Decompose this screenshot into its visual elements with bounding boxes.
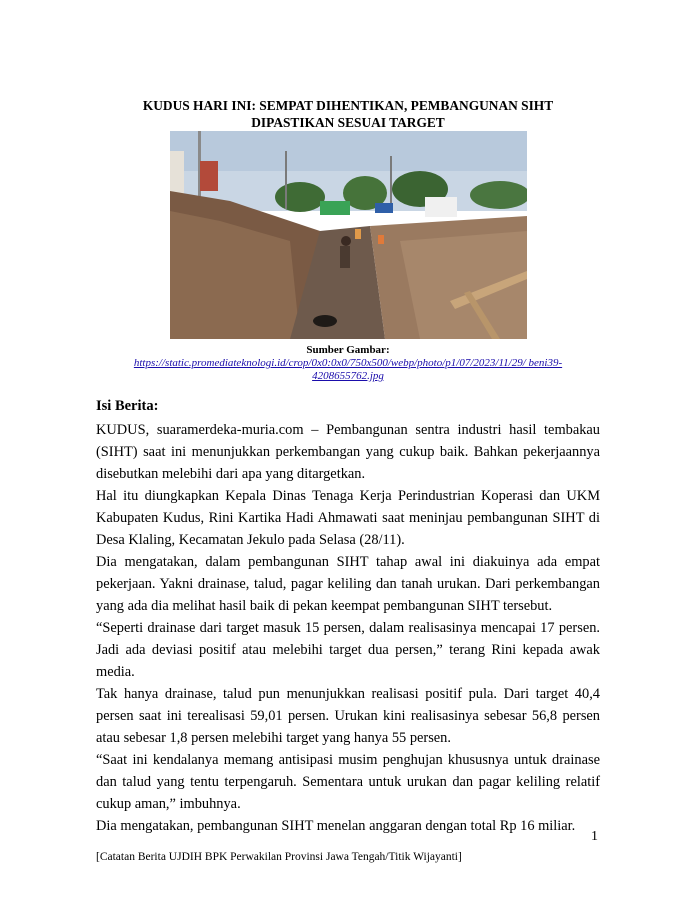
page-footer: [Catatan Berita UJDIH BPK Perwakilan Provinsi Jawa Tengah/Titik Wijayanti] — [96, 851, 462, 863]
title-line-1: KUDUS HARI INI: SEMPAT DIHENTIKAN, PEMBANGUNAN SIHT — [142, 98, 554, 113]
caption-label: Sumber Gambar: — [306, 344, 390, 356]
paragraph: Dia mengatakan, dalam pembangunan SIHT tahap awal ini diakuinya ada empat pekerjaan. Yakni drainase, talud, pagar keliling dan tanah urukan. Dari perkembangan yang ada dia melihat hasil baik di pekan keempat pembangunan SIHT tersebut. — [96, 554, 600, 614]
paragraph: KUDUS, suaramerdeka-muria.com – Pembangunan sentra industri hasil tembakau (SIHT) saat ini menunjukkan perkembangan yang cukup baik. Bahkan pekerjaannya disebutkan melebihi dari apa yang ditargetkan. — [96, 422, 600, 482]
image-caption — [0, 344, 696, 383]
title-line-2: DIPASTIKAN SESUAI TARGET — [251, 115, 445, 130]
page-number: 1 — [591, 829, 598, 844]
article-body — [96, 419, 600, 837]
paragraph: Dia mengatakan, pembangunan SIHT menelan anggaran dengan total Rp 16 miliar. — [96, 818, 576, 834]
paragraph: “Saat ini kendalanya memang antisipasi musim penghujan khususnya untuk drainase dan talud yang tentu terpengaruh. Sementara untuk urukan dan pagar keliling relatif cukup aman,” imbuhnya. — [96, 752, 600, 812]
paragraph: “Seperti drainase dari target masuk 15 persen, dalam realisasinya mencapai 17 persen. Jadi ada deviasi positif atau melebihi target dua persen,” terang Rini kepada awak media. — [96, 620, 600, 680]
section-heading: Isi Berita: — [96, 398, 159, 414]
news-photo — [170, 131, 527, 339]
image-source-link-cont[interactable]: 4208655762.jpg — [312, 370, 384, 382]
paragraph: Hal itu diungkapkan Kepala Dinas Tenaga Kerja Perindustrian Koperasi dan UKM Kabupaten Kudus, Rini Kartika Hadi Ahmawati saat meninjau pembangunan SIHT di Desa Klaling, Kecamatan Jekulo pada Selasa (28/11). — [96, 488, 600, 548]
image-source-link[interactable]: https://static.promediateknologi.id/crop/0x0:0x0/750x500/webp/photo/p1/07/2023/11/29/ beni39- — [133, 357, 563, 369]
document-title — [0, 97, 696, 131]
paragraph: Tak hanya drainase, talud pun menunjukkan realisasi positif pula. Dari target 40,4 persen saat ini terealisasi 59,01 persen. Urukan kini realisasinya sebesar 56,8 persen atau sebesar 1,8 persen melebihi target yang hanya 55 persen. — [96, 686, 600, 746]
